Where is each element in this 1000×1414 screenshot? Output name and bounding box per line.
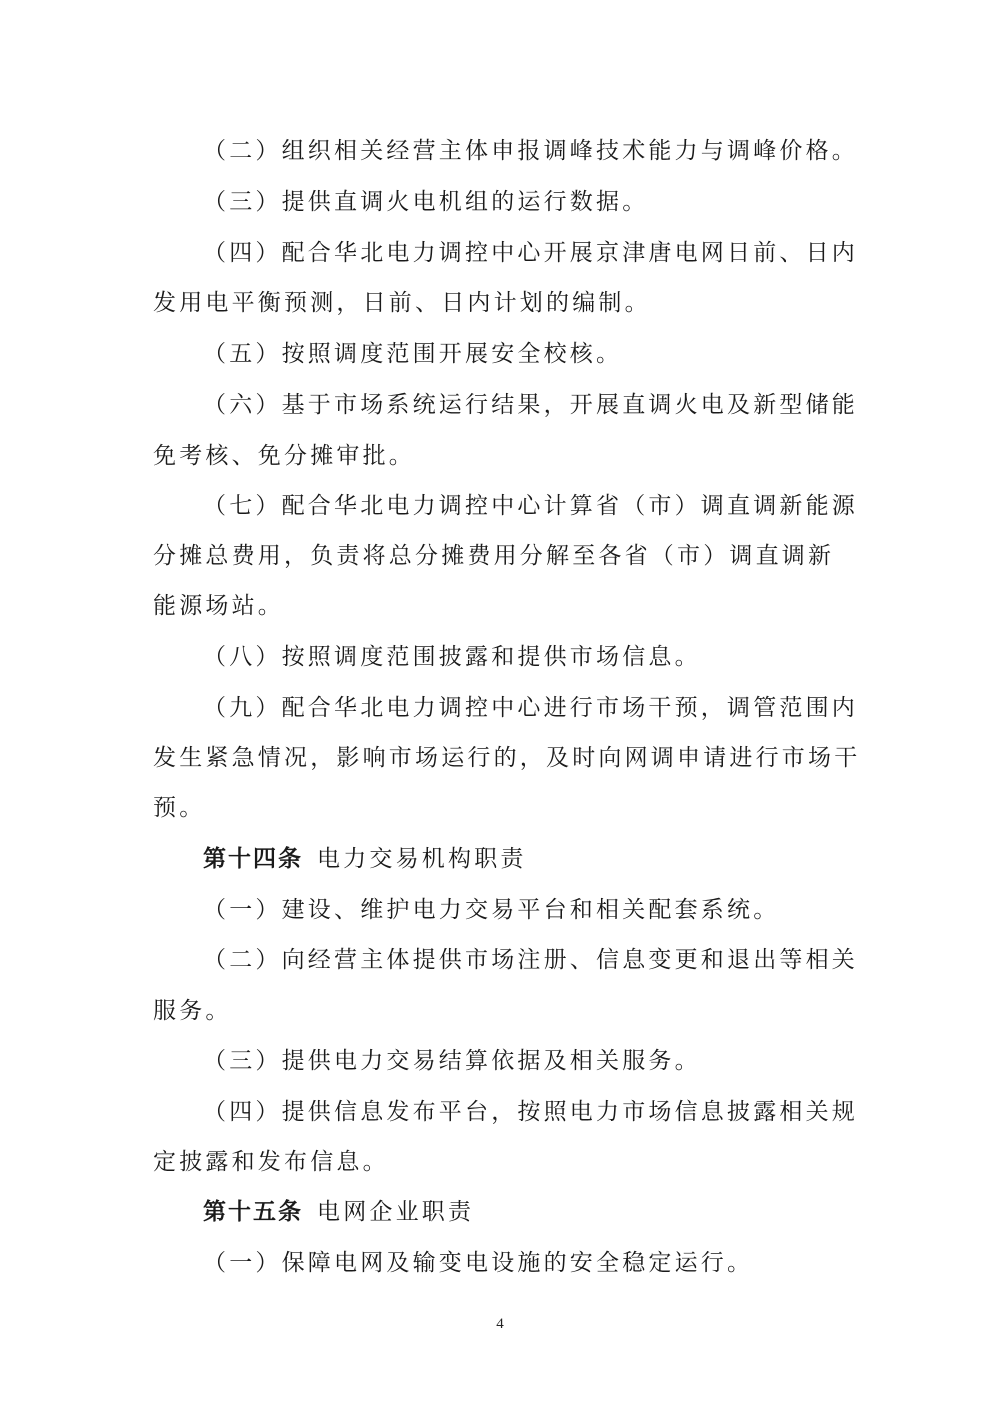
- paragraph-line: （二）向经营主体提供市场注册、信息变更和退出等相关: [203, 947, 858, 973]
- paragraph-line: （三）提供直调火电机组的运行数据。: [203, 189, 649, 215]
- paragraph-line: （五）按照调度范围开展安全校核。: [203, 341, 623, 367]
- paragraph-line: 预。: [153, 795, 206, 821]
- paragraph-line: （四）配合华北电力调控中心开展京津唐电网日前、日内: [203, 240, 858, 266]
- paragraph-line: （八）按照调度范围披露和提供市场信息。: [203, 644, 701, 670]
- article-number: 第十四条: [203, 846, 303, 872]
- paragraph-line: （六）基于市场系统运行结果，开展直调火电及新型储能: [203, 392, 858, 418]
- paragraph-line: 分摊总费用，负责将总分摊费用分解至各省（市）调直调新: [153, 543, 835, 569]
- article-heading-14: [203, 844, 903, 874]
- article-heading-15: [203, 1197, 903, 1227]
- paragraph-line: （一）建设、维护电力交易平台和相关配套系统。: [203, 897, 780, 923]
- article-number: 第十五条: [203, 1199, 303, 1225]
- paragraph-line: （七）配合华北电力调控中心计算省（市）调直调新能源: [203, 493, 858, 519]
- paragraph-line: 定披露和发布信息。: [153, 1149, 389, 1175]
- paragraph-line: （九）配合华北电力调控中心进行市场干预，调管范围内: [203, 695, 858, 721]
- page-number: 4: [496, 1316, 504, 1332]
- paragraph-line: （二）组织相关经营主体申报调峰技术能力与调峰价格。: [203, 138, 858, 164]
- paragraph-line: 发生紧急情况，影响市场运行的，及时向网调申请进行市场干: [153, 745, 861, 771]
- paragraph-line: 发用电平衡预测，日前、日内计划的编制。: [153, 290, 651, 316]
- article-title: 电网企业职责: [317, 1199, 475, 1225]
- paragraph-line: 能源场站。: [153, 593, 284, 619]
- paragraph-line: （一）保障电网及输变电设施的安全稳定运行。: [203, 1250, 754, 1276]
- article-title: 电力交易机构职责: [317, 846, 527, 872]
- paragraph-line: （三）提供电力交易结算依据及相关服务。: [203, 1048, 701, 1074]
- paragraph-line: （四）提供信息发布平台，按照电力市场信息披露相关规: [203, 1099, 858, 1125]
- paragraph-line: 免考核、免分摊审批。: [153, 443, 415, 469]
- paragraph-line: 服务。: [153, 998, 232, 1024]
